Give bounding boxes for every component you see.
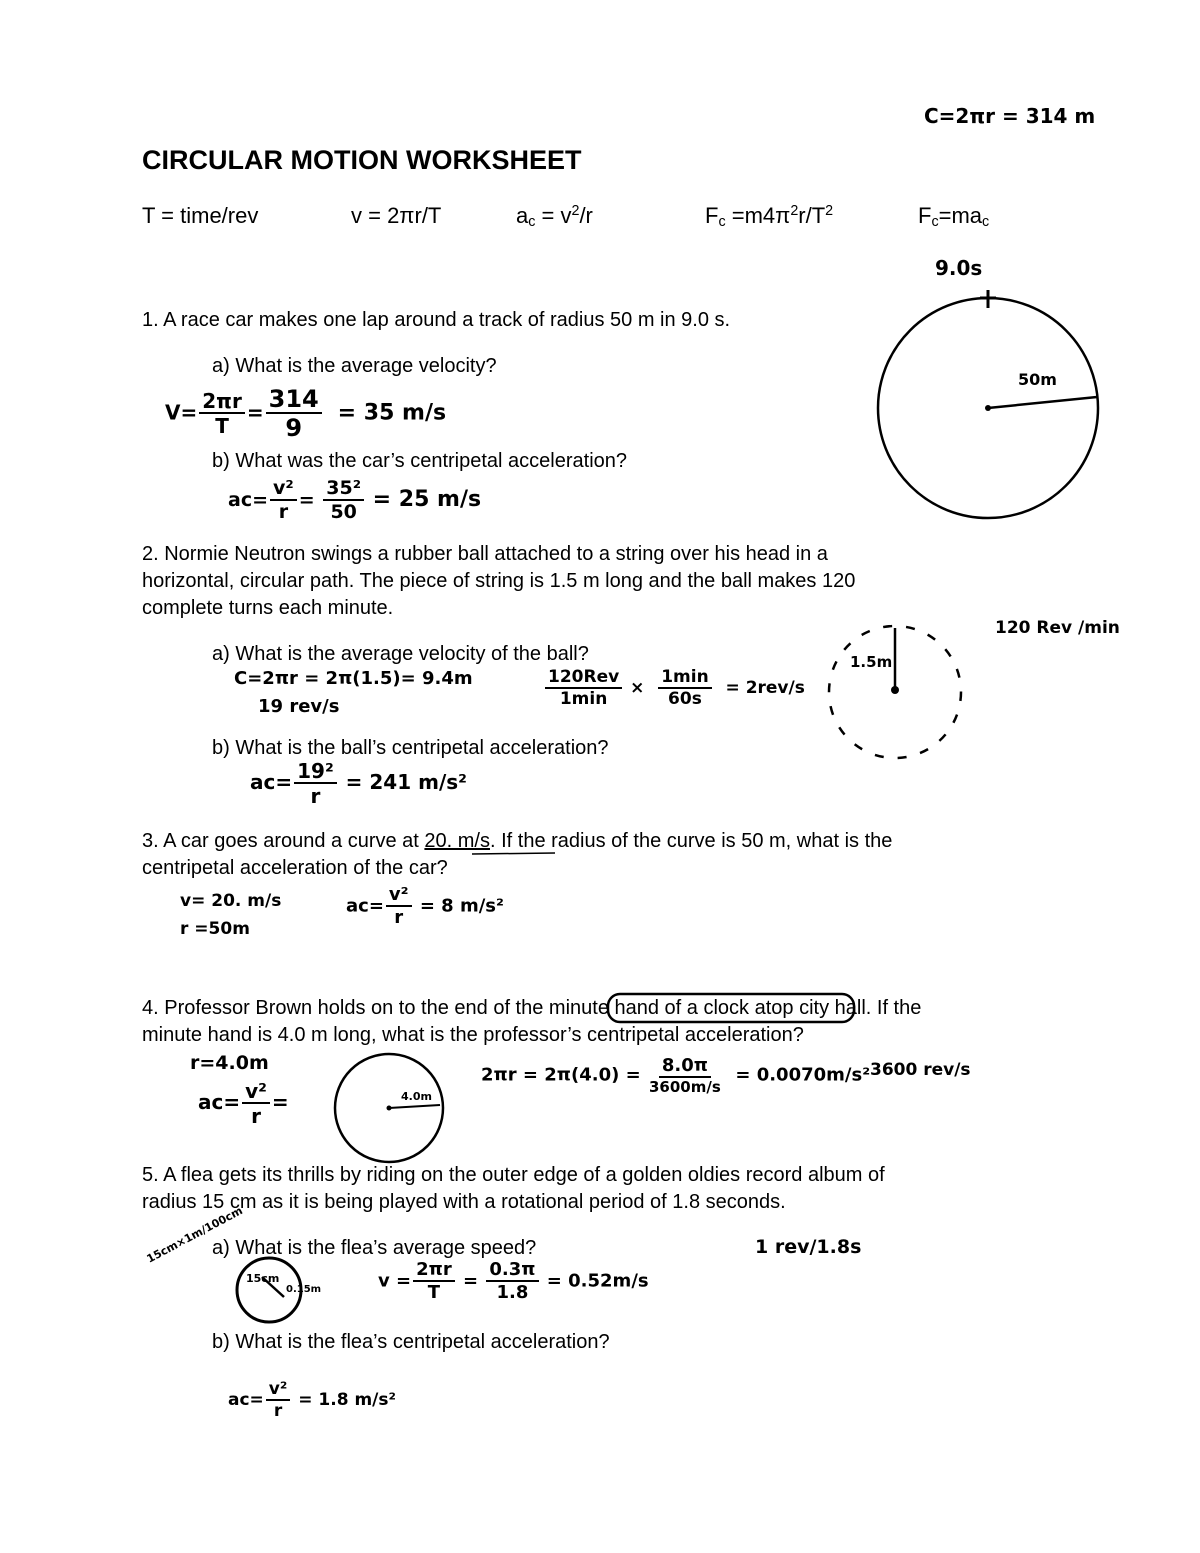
hw-q5-rate: 1 rev/1.8s [755,1236,862,1258]
q4-circled-phrase: minute hand of a clock [548,997,750,1019]
hw-q2-radius-label: 1.5m [850,653,893,671]
hw-q2a-circumference: C=2πr = 2π(1.5)= 9.4m [234,668,473,689]
q4-line2: minute hand is 4.0 m long, what is the professor’s centripetal acceleration? [142,1024,804,1046]
q2-line3: complete turns each minute. [142,597,394,619]
q1-radius-line [988,397,1097,408]
formula-force-mass: $F_c=ma_c$ [918,203,990,230]
hw-q4-r: r=4.0m [190,1052,269,1074]
hw-q4-diagram-radius: 4.0m [401,1090,432,1103]
hw-q3-work: ac= $\frac{\text{v²}}{r}$ = 8 m/s² [346,884,504,928]
q1-text: 1. A race car makes one lap around a track of radius 50 m in 9.0 s. [142,309,731,331]
hw-q5a-work: v = $\frac{2\pi r}{T}$ = $\frac{0.3\pi}{1.8}$ = 0.52m/s [378,1259,649,1303]
hw-q2a-conversion: $\frac{\text{120Rev}}{1\min}$ × $\frac{1\min}{60s}$ = 2rev/s [543,668,805,708]
q4-center-dot [387,1106,392,1111]
q1-center-dot [985,405,991,411]
q3-line2: centripetal acceleration of the car? [142,857,448,879]
hw-q4-circumference: 2πr = 2π(4.0) = $\frac{8.0\pi}{3600m/s}$ = 0.0070m/s² [481,1055,871,1096]
formula-acceleration: $a_c = v^2/r$ [516,203,593,230]
q2-ball-dot [891,686,899,694]
q4-line1: 4. Professor Brown holds on to the end of the minute hand of a clock atop city hall. If the [142,997,922,1019]
hw-q2b-work: ac= $\frac{\text{19²}}{r}$ = 241 m/s² [250,759,467,808]
hw-q5-side-conversion: 15cm×1m/100cm [144,1204,245,1266]
hw-q5-diagram-radius: 15cm [246,1272,280,1285]
formula-force-period: $F_c =m4\pi^2r/T^2$ [705,203,834,230]
q2b-text: b) What is the ball’s centripetal acceleration? [212,737,609,759]
q4-circle-mark [608,994,854,1022]
hw-q1-time-label: 9.0s [935,256,983,280]
hw-q1a-work: V= $\frac{2\pi r}{T}$ = $\frac{314}{9}$ = 35 m/s [165,385,447,443]
formula-period: T = time/rev [142,203,259,228]
page-title: CIRCULAR MOTION WORKSHEET [142,145,582,175]
q4-radius-line [389,1105,440,1108]
hw-q4-rev: 3600 rev/s [870,1060,971,1080]
q2-line1: 2. Normie Neutron swings a rubber ball attached to a string over his head in a [142,543,828,565]
q1a-text: a) What is the average velocity? [212,355,497,377]
hw-q5b-work: ac= $\frac{\text{v²}}{r}$ = 1.8 m/s² [228,1379,396,1421]
q5-line2: radius 15 cm as it is being played with a rotational period of 1.8 seconds. [142,1191,786,1213]
hw-q2-rate: 120 Rev /min [995,618,1120,638]
hw-q4-work: ac= $\frac{\text{v²}}{r}$ = [198,1079,289,1128]
q1b-text: b) What was the car’s centripetal acceleration? [212,450,628,472]
hw-q5-diagram-radius-m: 0.15m [286,1284,322,1295]
formula-velocity: v = 2πr/T [351,203,442,228]
q3-line1: 3. A car goes around a curve at 20. m/s. If the radius of the curve is 50 m, what is the [142,830,893,852]
hw-q3-v: v= 20. m/s [180,891,282,911]
q3-underline [472,853,555,854]
q3-underlined-speed: 20. m/s [424,830,490,852]
hw-q1-radius-label: 50m [1018,370,1057,389]
hw-q3-r: r =50m [180,919,250,939]
q2a-text: a) What is the average velocity of the ball? [212,643,589,665]
q5a-text: a) What is the flea’s average speed? [212,1237,537,1259]
hw-q1b-work: ac= $\frac{\text{v²}}{r}$ = $\frac{\text{35²}}{50}$ = 25 m/s [228,477,482,523]
q5b-text: b) What is the flea’s centripetal acceleration? [212,1331,610,1353]
hw-q2a-rev: 19 rev/s [258,696,340,717]
hw-top-note: C=2πr = 314 m [924,104,1096,128]
q5-line1: 5. A flea gets its thrills by riding on the outer edge of a golden oldies record album of [142,1164,885,1186]
q2-line2: horizontal, circular path. The piece of string is 1.5 m long and the ball makes 120 [142,570,856,592]
